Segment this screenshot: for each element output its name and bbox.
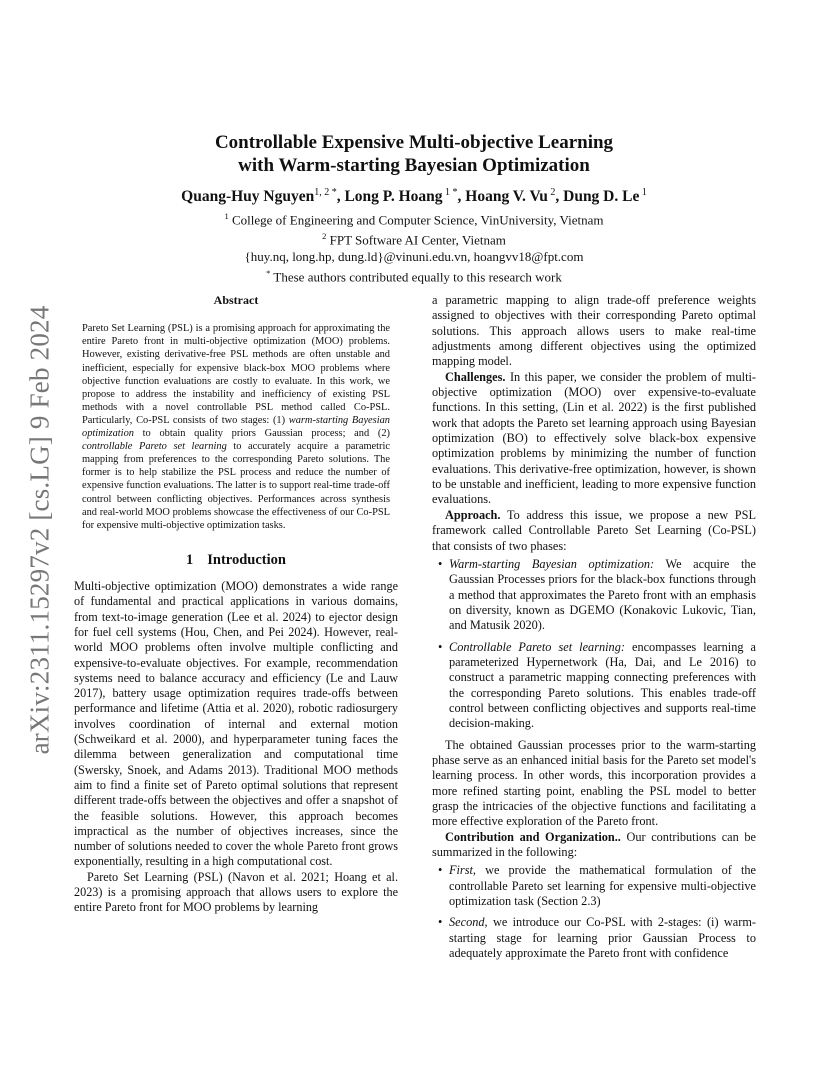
author-name: Dung D. Le: [563, 188, 640, 206]
author-separator: ,: [336, 188, 345, 206]
phase-list: [432, 557, 756, 732]
title-line-1: Controllable Expensive Multi-objective Learning: [214, 132, 614, 153]
affiliation-1-sup: 1: [224, 211, 229, 221]
list-item: [432, 863, 756, 909]
right-paragraph-1: a parametric mapping to align trade-off preference weights assigned to objectives with their corresponding Pareto optimal solutions. This approach allows users to make real-time adjustments among different objectives using the optimized mapping model.: [432, 293, 756, 369]
abstract-text-b: to obtain quality priors Gaussian process; and (2): [133, 428, 390, 440]
challenges-heading: Challenges.: [445, 369, 506, 384]
right-paragraph-2: The obtained Gaussian processes prior to the warm-starting phase serve as an enhanced initial basis for the Pareto set model's learning process. In other words, this incorporation provides a more refined starting point, enabling the PSL model to better grasp the intricacies of the objective functions and facilitating a more effective exploration of the Pareto front.: [432, 737, 756, 829]
list-item: [432, 557, 756, 634]
affiliation-2: [0, 228, 828, 248]
bullet-1-text: We acquire the Gaussian Processes priors for the black-box functions through a method that approximates the Pareto front with an emphasis on diversity, known as DGEMO (Konakovic Lukovic, Tian, and Matusik 2020).: [449, 556, 756, 633]
right-column: [432, 293, 756, 967]
approach-text: To address this issue, we propose a new PSL framework called Controllable Pareto Set Learning (Co-PSL) that consists of two phases:: [432, 507, 756, 553]
abstract-emphasis-1: warm-starting Bayesian optimization: [82, 414, 390, 440]
affiliation-2-text: FPT Software AI Center, Vietnam: [326, 232, 506, 248]
bullet-3-text: , we provide the mathematical formulation of the controllable Pareto set learning for expensive multi-objective optimization task (Section 2.3): [449, 863, 756, 909]
abstract-text-c: to accurately acquire a parametric mapping from preferences to the corresponding Pareto solutions. The former is to help stabilize the PSL process and reduce the number of expensive function evaluations. The latter is to support real-time trade-off control between conflicting objectives. Performances across synthesis and real-world MOO problems showcase the effectiveness of our Co-PSL for expensive multi-objective optimization tasks.: [82, 441, 390, 531]
list-item: [432, 640, 756, 732]
author-separator: ,: [457, 188, 466, 206]
left-column: [74, 293, 398, 916]
affiliations: [0, 208, 828, 285]
author-affil-sup: 1 *: [442, 187, 458, 198]
author-name: Hoang V. Vu: [465, 188, 548, 206]
author-affil-sup: 2: [547, 187, 556, 198]
author-emails: {huy.nq, long.hp, dung.ld}@vinuni.edu.vn, hoangvv18@fpt.com: [244, 248, 584, 264]
abstract-text-a: Pareto Set Learning (PSL) is a promising approach for approximating the entire Pareto front in multi-objective optimization (MOO) problems. However, existing derivative-free PSL methods are often unstable and inefficient, especially for expensive black-box MOO problems where objective function evaluations are costly to evaluate. In this work, we propose to address the instability and inefficiency of existing PSL methods with a novel controllable PSL method called Co-PSL. Particularly, Co-PSL consists of two stages: (1): [82, 323, 390, 426]
affiliation-2-sup: 2: [322, 231, 327, 242]
challenges-text: In this paper, we consider the problem of multi-objective optimization (MOO) over expensive-to-evaluate functions. In this setting, (Lin et al. 2022) is the first published work that adopts the Pareto set learning approach using Bayesian optimization (BO) to effectively solve black-box expensive optimization problems by minimizing the number of function evaluations. This derivative-free optimization, however, is shown to be unstable and inefficient, leading to more expensive function evaluations.: [432, 369, 756, 507]
equal-contribution-note: [0, 265, 828, 285]
bullet-2-emphasis: Controllable Pareto set learning:: [449, 639, 625, 654]
approach-heading: Approach.: [445, 507, 501, 522]
contribution-list: [432, 863, 756, 961]
author-separator: ,: [555, 188, 564, 206]
author-name: Quang-Huy Nguyen: [181, 188, 315, 206]
section-number: 1: [186, 551, 194, 568]
author-name: Long P. Hoang: [344, 188, 443, 206]
intro-paragraph-2: Pareto Set Learning (PSL) (Navon et al. 2021; Hoang et al. 2023) is a promising approach that allows users to explore the entire Pareto front for MOO problems by learning: [74, 869, 398, 915]
contribution-heading: Contribution and Organization..: [445, 829, 621, 844]
abstract-emphasis-2: controllable Pareto set learning: [82, 441, 227, 453]
author-affil-sup: 1, 2 *: [314, 187, 337, 198]
section-heading-introduction: [74, 553, 398, 568]
affiliation-1: [0, 208, 828, 228]
contribution-text: Our contributions can be summarized in the following:: [432, 829, 756, 860]
paper-title: [0, 131, 828, 177]
author-list: [0, 187, 828, 206]
equal-contribution-sup: *: [266, 267, 271, 278]
abstract-heading: Abstract: [213, 293, 259, 307]
approach-paragraph: [432, 508, 756, 554]
bullet-4-text: , we introduce our Co-PSL with 2-stages: (i) warm-starting stage for learning prior Gaussian Process to adequately approximate the Pareto front with confidence: [449, 915, 756, 961]
section-title: Introduction: [207, 551, 286, 568]
bullet-1-emphasis: Warm-starting Bayesian optimization:: [449, 556, 655, 571]
bullet-2-text: encompasses learning a parameterized Hypernetwork (Ha, Dai, and Le 2016) to construct a parametric mapping connecting preferences with the corresponding Pareto solutions. This enables trade-off control between conflicting objectives and supports real-time decision-making.: [449, 639, 757, 731]
list-item: [432, 915, 756, 961]
abstract-body: [74, 322, 398, 532]
arxiv-identifier: [20, 295, 60, 765]
affiliation-1-text: College of Engineering and Computer Science, VinUniversity, Vietnam: [228, 212, 604, 228]
intro-paragraph-1: Multi-objective optimization (MOO) demonstrates a wide range of fundamental and practical applications in various domains, from text-to-image generation (Lee et al. 2024) to ejector design for fuel cell systems (Hou, Chen, and Pei 2024). However, real-world MOO problems often involve multiple conflicting and expensive-to-evaluate objectives. For example, recommendation systems need to balance accuracy and efficiency (Le and Lauw 2017), battery usage optimization requires trade-offs between performance and lifetime (Attia et al. 2020), robotic radiosurgery involves coordination of internal and external motion (Schweikard et al. 2000), and hyperparameter tuning faces the dilemma between generalization and computational time (Swersky, Snoek, and Adams 2013). Traditional MOO methods aim to find a finite set of Pareto optimal solutions that represent different trade-offs between the objectives and offer a snapshot of the feasible solutions. However, this approach becomes impractical as the number of objectives increases, since the number of solutions needed to cover the whole Pareto front grows exponentially, resulting in a high computational cost.: [74, 579, 398, 869]
author-affil-sup: 1: [639, 187, 647, 198]
contribution-paragraph: [432, 830, 756, 861]
bullet-4-emphasis: Second: [449, 915, 485, 930]
equal-contribution-text: These authors contributed equally to this research work: [270, 268, 562, 284]
bullet-3-emphasis: First: [449, 863, 473, 878]
challenges-paragraph: [432, 370, 756, 508]
title-line-2: with Warm-starting Bayesian Optimization: [238, 155, 590, 176]
arxiv-id-text: arXiv:2311.15297v2 [cs.LG] 9 Feb 2024: [24, 305, 55, 755]
